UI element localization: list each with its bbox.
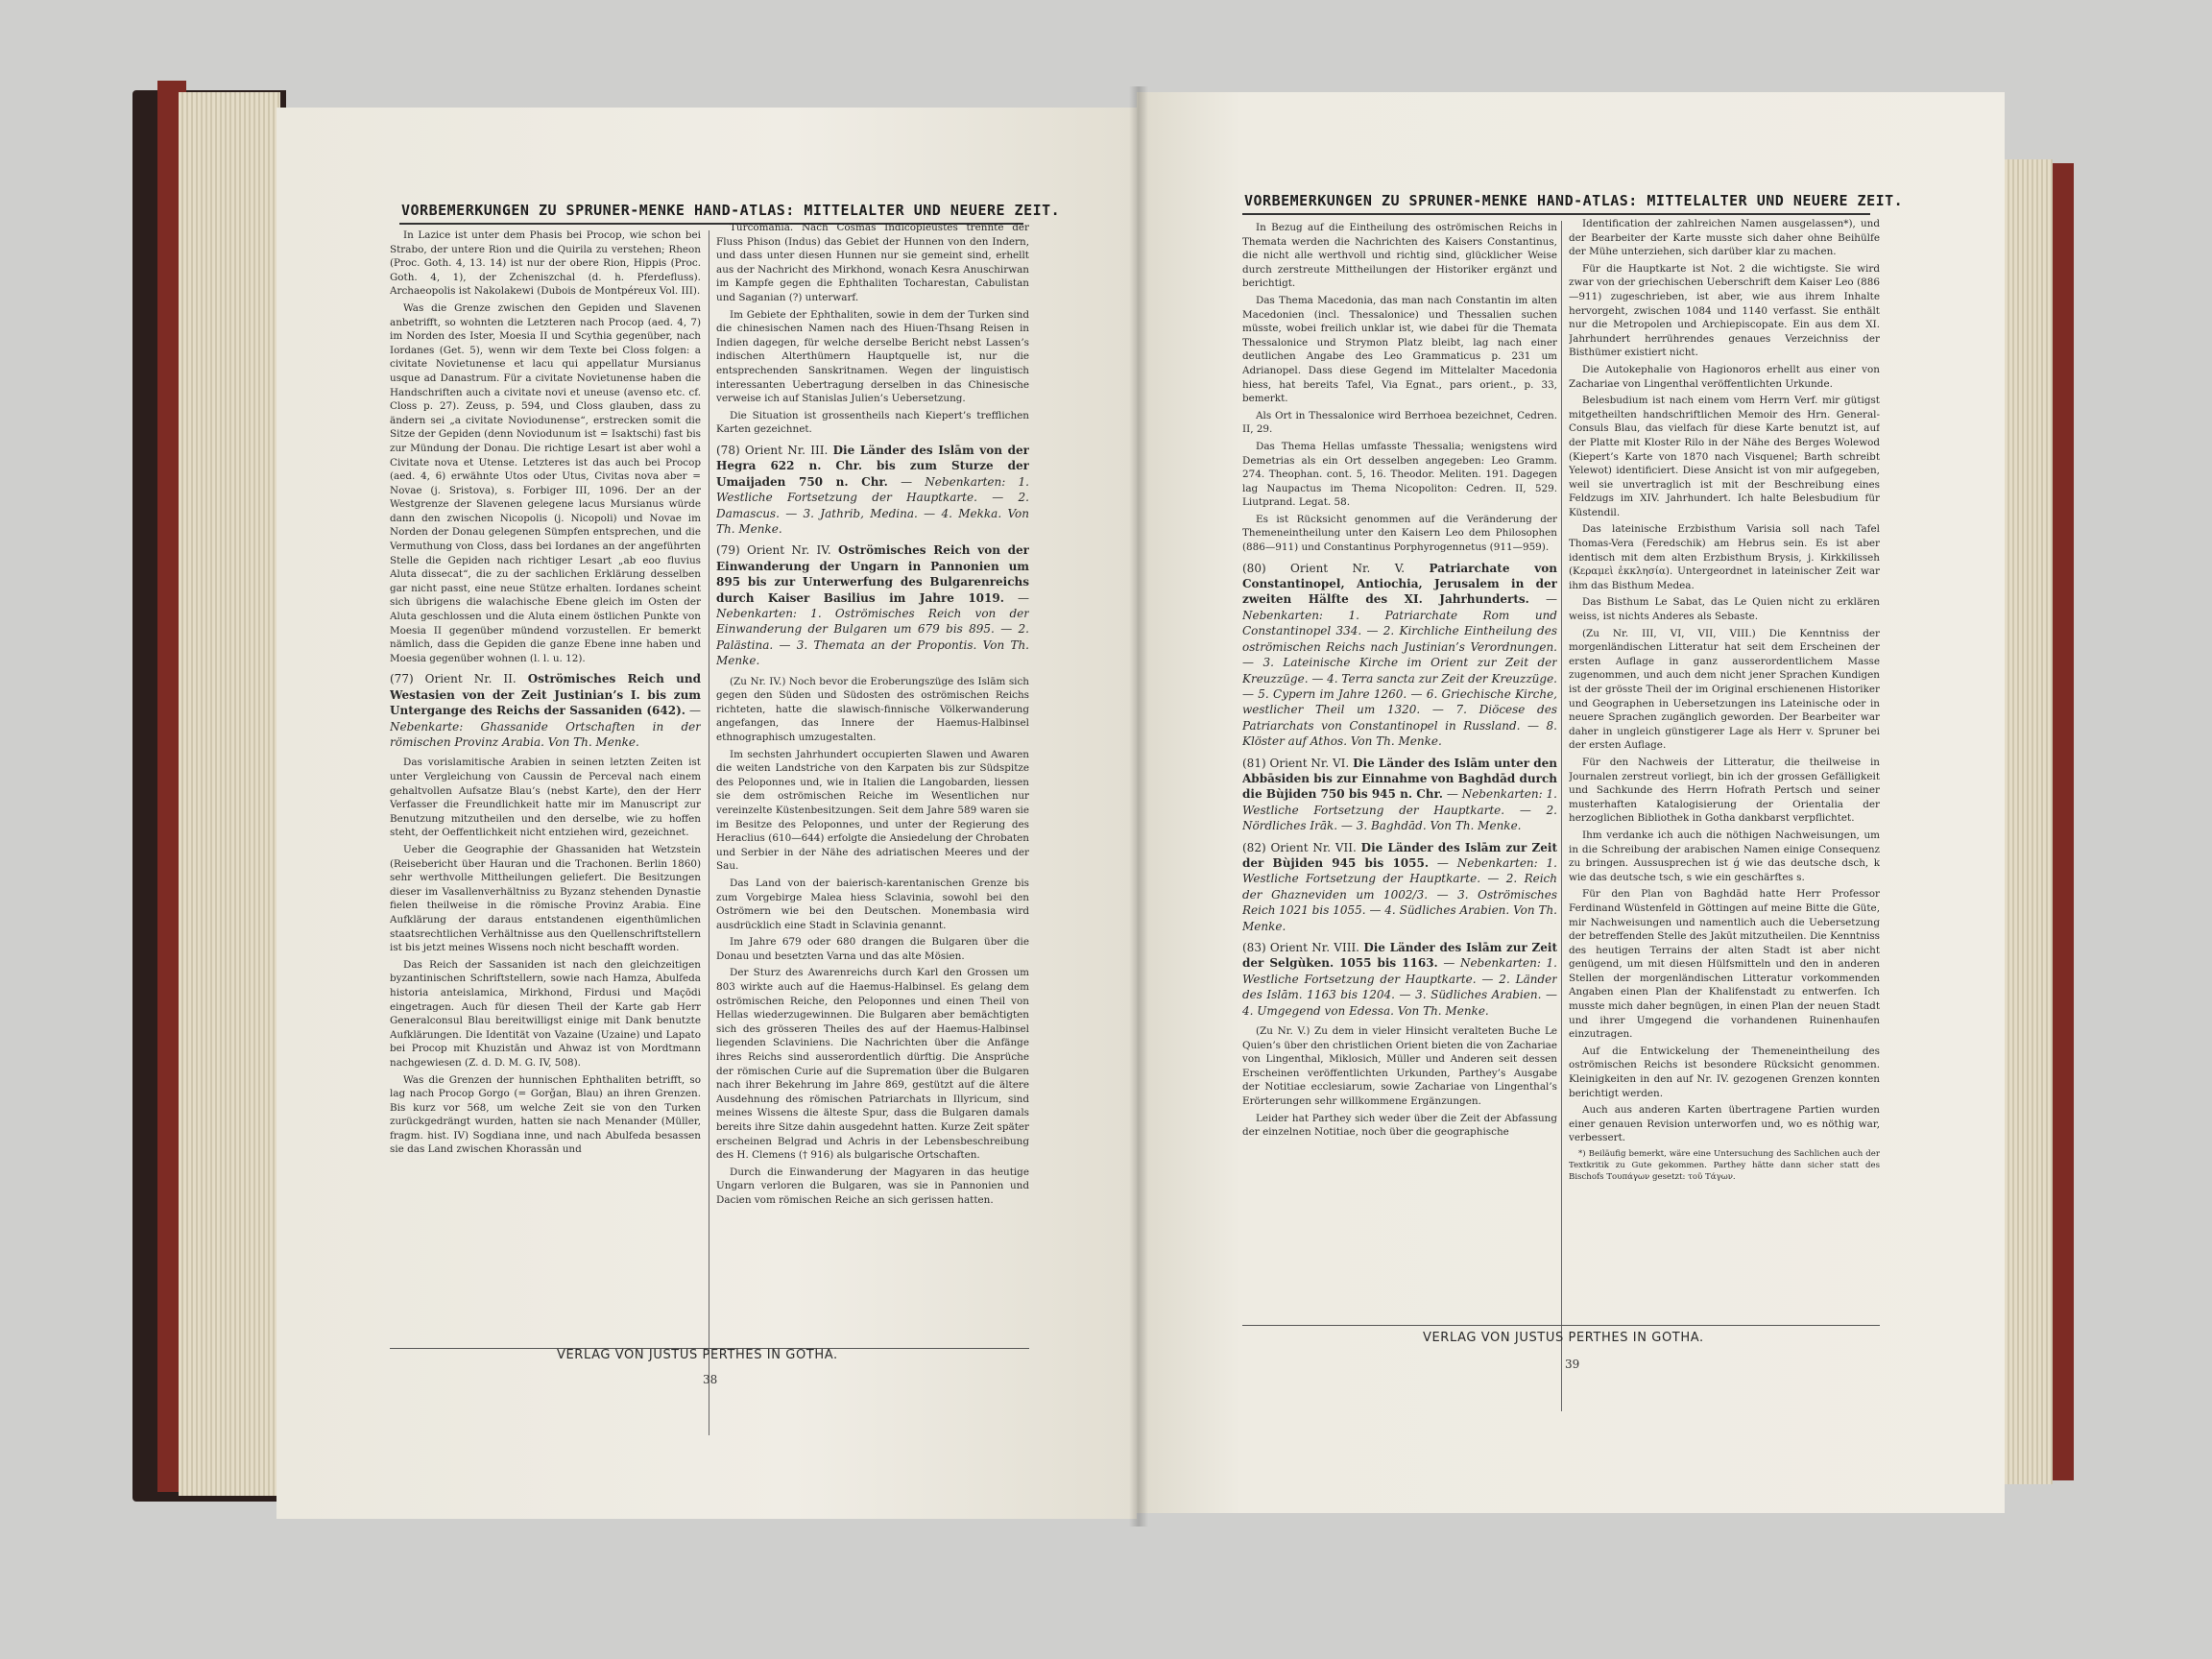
left-page xyxy=(276,108,1137,1519)
paragraph: Leider hat Parthey sich weder über die Zeit der Abfassung der einzelnen Notitiae, noch über die geographische xyxy=(1242,1112,1557,1139)
paragraph: (Zu Nr. III, VI, VII, VIII.) Die Kenntniss der morgenländischen Litteratur hat seit dem Erscheinen der ersten Auflage in ganz ausserordentlichem Masse zugenommen, und auch dem nicht jener Sprachen Kundigen ist der grösste Theil der im Original erschienenen Historiker und Geographen in Uebersetzungen ins Lateinische oder in neuere Sprachen zugänglich geworden. Der Bearbeiter war daher in ungleich günstigerer Lage als Herr v. Spruner bei der ersten Auflage. xyxy=(1569,627,1880,752)
paragraph: Der Sturz des Awarenreichs durch Karl den Grossen um 803 wirkte auch auf die Haemus-Halbinsel. Es gelang dem oströmischen Reiche, den Peloponnes und einen Theil von Hellas wiederzugewinnen. Die Bulgaren aber bemächtigten sich des grösseren Theiles des auf der Haemus-Halbinsel liegenden Sclaviniens. Die Nachrichten über die Anfänge ihres Reichs sind ausserordentlich dürftig. Die Ansprüche der römischen Curie auf die Supremation über die Bulgaren nach ihrer Bekehrung im Jahre 869, gestützt auf die ältere Ausdehnung des römischen Patriarchats in Illyricum, sind meines Wissens die älteste Spur, dass die Bulgaren damals bereits ihre Sitze dahin ausgedehnt hatten. Kurze Zeit später erscheinen Belgrad und Achris in der Lebensbeschreibung des H. Clemens († 916) als bulgarische Ortschaften. xyxy=(716,967,1029,1162)
entry-79: (79) Orient Nr. IV. Oströmisches Reich von der Einwanderung der Ungarn in Pannonien um 895 bis zur Unterwerfung des Bulgarenreichs durch Kaiser Basilius im Jahre 1019. — Nebenkarten: 1. Oströmisches Reich von der Einwanderung der Bulgaren um 679 bis 895. — 2. Palästina. — 3. Themata an der Propontis. Von Th. Menke. xyxy=(716,543,1029,668)
paragraph: Die Situation ist grossentheils nach Kiepert’s trefflichen Karten gezeichnet. xyxy=(716,409,1029,436)
right-page xyxy=(1137,92,2005,1513)
paragraph: Das Reich der Sassaniden ist nach den gleichzeitigen byzantinischen Schriftstellern, sowie nach Hamza, Abulfeda historia anteislamica, Mirkhond, Firdusi und Maçōdi eingetragen. Auch für diesen Theil der Karte gab Herr Generalconsul Blau bereitwilligst einige mit Dank benutzte Aufklärungen. Die Identität von Vazaine (Uzaine) und Lapato bei Procop mit Khuzistān und Ahwaz ist von Mordtmann nachgewiesen (Z. d. D. M. G. IV, 508). xyxy=(390,958,701,1069)
paragraph: Was die Grenzen der hunnischen Ephthaliten betrifft, so lag nach Procop Gorgo (= Gorğan, Blau) an ihren Grenzen. Bis kurz vor 568, um welche Zeit sie von den Turken zurückgedrängt wurden, hatten sie nach Menander (Müller, fragm. hist. IV) Sogdiana inne, und nach Abulfeda besassen sie das Land zwischen Khorassān und xyxy=(390,1073,701,1156)
page-block-left xyxy=(179,92,280,1496)
paragraph: Das Land von der baierisch-karentanischen Grenze bis zum Vorgebirge Malea hiess Sclavinia, sowohl bei den Oströmern wie bei den Deutschen. Monembasia wird ausdrücklich eine Stadt in Sclavinia genannt. xyxy=(716,877,1029,931)
paragraph: Das Thema Hellas umfasste Thessalia; wenigstens wird Demetrias als ein Ort desselben angegeben: Leo Gramm. 274. Theophan. cont. 5, 16. Theodor. Meliten. 191. Dagegen lag Naupactus im Thema Nicopoliton: Cedren. II, 529. Liutprand. Legat. 58. xyxy=(1242,440,1557,509)
right-page-number: 39 xyxy=(1565,1358,1580,1371)
paragraph: Es ist Rücksicht genommen auf die Veränderung der Themeneintheilung unter den Kaisern Leo dem Philosophen (886—911) und Constantinus Porphyrogennetus (911—959). xyxy=(1242,513,1557,554)
paragraph: Das vorislamitische Arabien in seinen letzten Zeiten ist unter Vergleichung von Caussin de Perceval nach einem gehaltvollen Aufsatze Blau’s (nebst Karte), den der Herr Verfasser die Freundlichkeit hatte mir im Manuscript zur Benutzung mitzutheilen und den derselbe, wie zu hoffen steht, der Oeffentlichkeit nicht entziehen wird, gezeichnet. xyxy=(390,757,701,839)
right-footer-publisher: VERLAG VON JUSTUS PERTHES IN GOTHA. xyxy=(1423,1331,1704,1345)
right-column-1 xyxy=(1242,221,1557,1421)
paragraph: Turcomania. Nach Cosmas Indicopleustes trennte der Fluss Phison (Indus) das Gebiet der Hunnen von den Indern, und dass unter diesen Hunnen nur sie gemeint sind, erhellt aus der Nachricht des Mirkhond, wonach Kesra Anuschirwan im Kampfe gegen die Ephthaliten Tocharestan, Cabulistan und Saganian (?) unterwarf. xyxy=(716,222,1029,303)
paragraph: Belesbudium ist nach einem vom Herrn Verf. mir gütigst mitgetheilten handschriftlichen Memoir des Hrn. General-Consuls Blau, das vielfach für diese Karte benutzt ist, auf der Platte mit Kloster Rilo in der Nähe des Berges Wolewod (Kiepert’s Karte von 1870 nach Visquenel; Barth schreibt Yelewot) identificiert. Diese Ansicht ist von mir aufgegeben, weil sie unvertraglich ist mit der Beschreibung eines Feldzugs im XIV. Jahrhundert. Ich halte Belesbudium für Küstendil. xyxy=(1569,395,1880,518)
paragraph: Im Jahre 679 oder 680 drangen die Bulgaren über die Donau und besetzten Varna und das alte Mösien. xyxy=(716,936,1029,962)
paragraph: Auch aus anderen Karten übertragene Partien wurden einer genauen Revision unterworfen und, wo es nöthig war, verbessert. xyxy=(1569,1104,1880,1144)
book-gutter-shadow xyxy=(1129,86,1148,1527)
paragraph: Durch die Einwanderung der Magyaren in das heutige Ungarn verloren die Bulgaren, was sie in Pannonien und Dacien vom römischen Reiche an sich gerissen hatten. xyxy=(716,1166,1029,1206)
paragraph: Die Autokephalie von Hagionoros erhellt aus einer von Zachariae von Lingenthal veröffentlichten Urkunde. xyxy=(1569,363,1880,390)
paragraph: Für die Hauptkarte ist Not. 2 die wichtigste. Sie wird zwar von der griechischen Ueberschrift dem Kaiser Leo (886—911) zugeschrieben, ist aber, wie aus ihrem Inhalte hervorgeht, zwischen 1084 und 1140 verfasst. Sie enthält nur die Metropolen und Archiepiscopate. Ein aus dem XI. Jahrhundert herrührendes genaues Verzeichniss der Bisthümer existiert nicht. xyxy=(1569,262,1880,359)
paragraph: Für den Plan von Baghdād hatte Herr Professor Ferdinand Wüstenfeld in Göttingen auf meine Bitte die Güte, mir Nachweisungen und namentlich auch die Uebersetzung der betreffenden Stelle des Jakūt mitzutheilen. Die Kenntniss des heutigen Terrains der alten Stadt ist aber nicht genügend, um mit diesen Hülfsmitteln und den in anderen Stellen der morgenländischen Litteratur vorkommenden Angaben einen Plan der Khalifenstadt zu entwerfen. Ich musste mich daher begnügen, in einen Plan der neuen Stadt und ihrer Umgegend die vorhandenen Ruinenhaufen einzutragen. xyxy=(1569,888,1880,1041)
left-page-number: 38 xyxy=(703,1373,718,1386)
entry-77: (77) Orient Nr. II. Oströmisches Reich und Westasien von der Zeit Justinian’s I. bis zum Untergange des Reichs der Sassaniden (642). — Nebenkarte: Ghassanide Ortschaften in der römischen Provinz Arabia. Von Th. Menke. xyxy=(390,672,701,750)
paragraph: Ueber die Geographie der Ghassaniden hat Wetzstein (Reisebericht über Hauran und die Trachonen. Berlin 1860) sehr werthvolle Mittheilungen geliefert. Die Besitzungen dieser im Vasallenverhältniss zu Byzanz stehenden Dynastie fielen theilweise in die römische Provinz Arabia. Eine Aufklärung der daraus entstandenen eigenthümlichen staatsrechtlichen Verhältnisse aus den Quellenschriftstellern ist bis jetzt meines Wissens noch nicht beschafft worden. xyxy=(390,844,701,954)
paragraph: In Lazice ist unter dem Phasis bei Procop, wie schon bei Strabo, der untere Rion und die Quirila zu verstehen; Rheon (Proc. Goth. 4, 13. 14) ist nur der obere Rion, Hippis (Proc. Goth. 4, 1), der Zcheniszchal (d. h. Pferdefluss). Archaeopolis ist Nakolakewi (Dubois de Montpéreux Vol. III). xyxy=(390,229,701,298)
entry-80: (80) Orient Nr. V. Patriarchate von Constantinopel, Antiochia, Jerusalem in der zweiten Hälfte des XI. Jahrhunderts. — Nebenkarten: 1. Patriarchate Rom und Constantinopel 334. — 2. Kirchliche Eintheilung des oströmischen Reichs nach Justinian’s Verordnungen. — 3. Lateinische Kirche im Orient zur Zeit der Kreuzzüge. — 4. Terra sancta zur Zeit der Kreuzzüge. — 5. Cypern im Jahre 1260. — 6. Griechische Kirche, westlicher Theil um 1320. — 7. Diöcese des Patriarchats von Constantinopel in Russland. — 8. Klöster auf Athos. Von Th. Menke. xyxy=(1242,561,1557,749)
paragraph: Identification der zahlreichen Namen ausgelassen*), und der Bearbeiter der Karte musste sich daher ohne Beihülfe der Mühe unterziehen, sich darüber klar zu machen. xyxy=(1569,218,1880,258)
footnote: *) Beiläufig bemerkt, wäre eine Untersuchung des Sachlichen auch der Textkritik zu Gute gekommen. Parthey hätte dann sicher statt des Bischofs Τουπάγων gesetzt: τοῦ Τάγων. xyxy=(1569,1149,1880,1182)
right-head-rule xyxy=(1242,213,1870,215)
paragraph: Im Gebiete der Ephthaliten, sowie in dem der Turken sind die chinesischen Namen nach des Hiuen-Thsang Reisen in Indien dagegen, für welche derselbe Bericht nebst Lassen’s indischen Alterthümern Hauptquelle ist, nur die entsprechenden Sanskritnamen. Wegen der linguistisch interessanten Uebertragung derselben in das Chinesische verweise ich auf Stanislas Julien’s Uebersetzung. xyxy=(716,308,1029,405)
paragraph: (Zu Nr. V.) Zu dem in vieler Hinsicht veralteten Buche Le Quien’s über den christlichen Orient bieten die von Zachariae von Lingenthal, Miklosich, Müller und Anderen seit dessen Erscheinen veröffentlichten Urkunden, Parthey’s Ausgabe der Notitiae ecclesiarum, sowie Zachariae von Lingenthal’s Erörterungen sehr willkommene Ergänzungen. xyxy=(1242,1025,1557,1107)
paragraph: Auf die Entwickelung der Themeneintheilung des oströmischen Reichs ist besondere Rücksicht genommen. Kleinigkeiten in den auf Nr. IV. gezogenen Grenzen konnten berichtigt werden. xyxy=(1569,1045,1880,1099)
right-column-2 xyxy=(1569,217,1880,1417)
paragraph: Das lateinische Erzbisthum Varisia soll nach Tafel Thomas-Vera (Feredschik) am Hebrus sein. Es ist aber identisch mit dem alten Erzbisthum Brysis, j. Kirkkilisseh (Κεραμεὶ ἐκκλησία). Untergeordnet in lateinischer Zeit war ihm das Bisthum Medea. xyxy=(1569,523,1880,591)
left-footer-publisher: VERLAG VON JUSTUS PERTHES IN GOTHA. xyxy=(557,1348,838,1362)
paragraph: Was die Grenze zwischen den Gepiden und Slavenen anbetrifft, so wohnten die Letzteren nach Procop (aed. 4, 7) im Norden des Ister, Moesia II und Scythia gegenüber, nach Iordanes (Get. 5), wenn wir dem Texte bei Closs folgen: a civitate Novietunense et lacu qui appellatur Mursianus usque ad Danastrum. Für a civitate Novietunense haben die Handschriften auch a civitate novi et uneuse (avenso etc. cf. Closs p. 27). Zeuss, p. 594, und Closs glauben, dass zu ändern sei „a civitate Noviodunense“, erstrecken somit die Sitze der Gepiden (denn Noviodunum ist = Isaktschi) fast bis zur Mündung der Donau. Die richtige Lesart ist aber wohl a Civitate nova et Utense. Letzteres ist das auch bei Procop (aed. 4, 6) erwähnte Utos oder Utus, Civitas nova aber = Novae (j. Sristova), s. Forbiger III, 1096. Der an der Westgrenze der Slavenen gelegene lacus Mursianus würde dann den zwischen Nicopolis (j. Nicopoli) und Novae im Norden der Donau gelegenen Sümpfen entsprechen, und die Vermuthung von Closs, dass bei Iordanes an der angeführten Stelle die Gepiden nach richtiger Lesart „ab eoo fluvius Aluta dissecat“, die zu der sachlichen Erklärung desselben gar nicht passt, eine neue Stütze erhalten. Iordanes scheint sich übrigens die walachische Ebene gleich im Osten der Aluta geschlossen und die Aluta einem östlichen Punkte von Moesia II gegenüber mündend vorzustellen. Er bemerkt nämlich, dass die Gepiden die ganze Ebene inne haben und Moesia gegenüber wohnen (l. l. u. 12). xyxy=(390,301,701,664)
paragraph: Das Thema Macedonia, das man nach Constantin im alten Macedonien (incl. Thessalonice) und Thessalien suchen müsste, wobei freilich unklar ist, wie dabei für die Themata Thessalonice und Strymon Platz bleibt, lag nach einer deutlichen Angabe des Leo Grammaticus p. 231 um Adrianopel. Dass diese Gegend im Mittelalter Macedonia hiess, hat bereits Tafel, Via Egnat., pars orient., p. 33, bemerkt. xyxy=(1242,294,1557,405)
right-footer-rule xyxy=(1242,1325,1880,1326)
entry-82: (82) Orient Nr. VII. Die Länder des Islām zur Zeit der Bùjiden 945 bis 1055. — Nebenkarten: 1. Westliche Fortsetzung der Hauptkarte. — 2. Reich der Ghazneviden um 1002/3. — 3. Oströmisches Reich 1021 bis 1055. — 4. Südliches Arabien. Von Th. Menke. xyxy=(1242,840,1557,933)
paragraph: Im sechsten Jahrhundert occupierten Slawen und Awaren die weiten Landstriche von den Karpaten bis zur Südspitze des Peloponnes und, wie in Italien die Langobarden, liessen sie dem oströmischen Reiche im Wesentlichen nur vereinzelte Küstenbesitzungen. Seit dem Jahre 589 waren sie im Besitze des Peloponnes, und unter der Regierung des Heraclius (610—644) erfolgte die Ansiedelung der Chrobaten und Serbier in der Nähe des adriatischen Meeres und der Sau. xyxy=(716,748,1029,873)
right-column-divider xyxy=(1561,221,1562,1411)
right-running-head: VORBEMERKUNGEN ZU SPRUNER-MENKE HAND-ATLAS: MITTELALTER UND NEUERE ZEIT. xyxy=(1244,192,1904,209)
entry-78: (78) Orient Nr. III. Die Länder des Islām von der Hegra 622 n. Chr. bis zum Sturze der Umaijaden 750 n. Chr. — Nebenkarten: 1. Westliche Fortsetzung der Hauptkarte. — 2. Damascus. — 3. Jathrib, Medina. — 4. Mekka. Von Th. Menke. xyxy=(716,443,1029,536)
left-running-head: VORBEMERKUNGEN ZU SPRUNER-MENKE HAND-ATLAS: MITTELALTER UND NEUERE ZEIT. xyxy=(401,202,1061,219)
left-column-1 xyxy=(390,228,701,1438)
paragraph: Ihm verdanke ich auch die nöthigen Nachweisungen, um in die Schreibung der arabischen Namen einige Consequenz zu bringen. Aussusprechen ist ǵ wie das deutsche dsch, k wie das deutsche tsch, s wie ein geschärftes s. xyxy=(1569,829,1880,883)
page-block-right xyxy=(2005,159,2053,1484)
entry-81: (81) Orient Nr. VI. Die Länder des Islām unter den Abbāsiden bis zur Einnahme von Baghdād durch die Bùjiden 750 bis 945 n. Chr. — Nebenkarten: 1. Westliche Fortsetzung der Hauptkarte. — 2. Nördliches Irāk. — 3. Baghdād. Von Th. Menke. xyxy=(1242,756,1557,833)
paragraph: Als Ort in Thessalonice wird Berrhoea bezeichnet, Cedren. II, 29. xyxy=(1242,409,1557,436)
entry-83: (83) Orient Nr. VIII. Die Länder des Islām zur Zeit der Selgùken. 1055 bis 1163. — Nebenkarten: 1. Westliche Fortsetzung der Hauptkarte. — 2. Länder des Islām. 1163 bis 1204. — 3. Südliches Arabien. — 4. Umgegend von Edessa. Von Th. Menke. xyxy=(1242,941,1557,1018)
paragraph: Das Bisthum Le Sabat, das Le Quien nicht zu erklären weiss, ist nichts Anderes als Sebaste. xyxy=(1569,596,1880,623)
left-column-2 xyxy=(716,221,1029,1440)
paragraph: In Bezug auf die Eintheilung des oströmischen Reichs in Themata werden die Nachrichten des Kaisers Constantinus, die nicht alle werthvoll und richtig sind, glücklicher Weise durch zerstreute Mittheilungen der Historiker ergänzt und berichtigt. xyxy=(1242,222,1557,290)
paragraph: (Zu Nr. IV.) Noch bevor die Eroberungszüge des Islām sich gegen den Süden und Südosten des oströmischen Reichs richteten, hatte die slawisch-finnische Völkerwanderung angefangen, das Innere der Haemus-Halbinsel ethnographisch umzugestalten. xyxy=(716,675,1029,743)
paragraph: Für den Nachweis der Litteratur, die theilweise in Journalen zerstreut vorliegt, bin ich der grossen Gefälligkeit und Sachkunde des Herrn Hofrath Pertsch und seiner musterhaften Katalogisierung der Orientalia der herzoglichen Bibliothek in Gotha dankbarst verpflichtet. xyxy=(1569,756,1880,825)
